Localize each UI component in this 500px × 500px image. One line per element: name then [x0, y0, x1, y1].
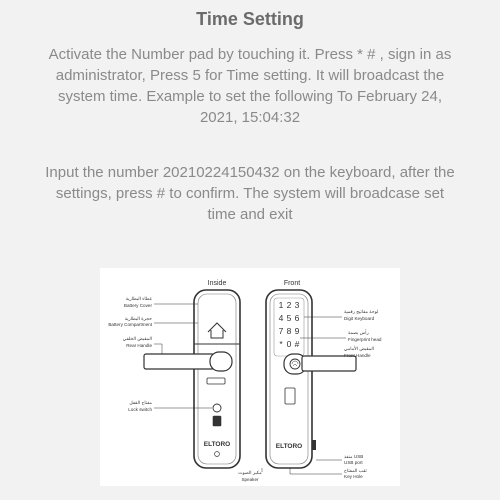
key-3[interactable]: 3: [294, 300, 300, 310]
callout-battery-compartment: Battery Compartment: [108, 322, 152, 327]
instruction-paragraph-2: Input the number 20210224150432 on the keyboard, after the settings, press # to confirm. The system will broadcase set time and exit: [45, 164, 455, 223]
key-1[interactable]: 1: [278, 300, 284, 310]
key-hole: [285, 388, 295, 404]
callout-rear-handle-ar: المقبض الخلفي: [122, 336, 152, 341]
callout-battery-compartment-ar: حجرة البطارية: [124, 316, 152, 321]
lock-diagram-svg: [100, 268, 400, 486]
callout-fingerprint-ar: رأس بصمة: [348, 330, 369, 335]
callout-front-handle: Front Handle: [344, 353, 371, 358]
callout-digit-keyboard: Digit Keyboard: [344, 316, 375, 321]
callout-battery-cover: Battery Cover: [123, 303, 152, 308]
brand-front: ELTORO: [275, 443, 303, 450]
brand-inside: ELTORO: [203, 441, 231, 448]
callout-usb-port: USB port: [344, 460, 363, 465]
callout-rear-handle: Rear Handle: [126, 343, 152, 348]
lock-diagram: [100, 268, 400, 486]
callout-key-hole-ar: ثقب المفتاح: [344, 468, 367, 473]
callout-fingerprint: Fingerprint head: [348, 337, 382, 342]
key-8[interactable]: 8: [286, 326, 292, 336]
callout-lock-switch: Lock switch: [128, 407, 152, 412]
callout-digit-keyboard-ar: لوحة مفاتيح رقمية: [344, 309, 379, 314]
key-star[interactable]: *: [279, 339, 283, 349]
fingerprint-icon: [290, 359, 300, 369]
key-6[interactable]: 6: [294, 313, 300, 323]
callout-battery-cover-ar: غطاء البطارية: [125, 296, 152, 301]
usb-port: [312, 440, 316, 450]
inside-label: Inside: [207, 280, 227, 287]
front-handle: [302, 356, 356, 371]
instruction-paragraph-1: Activate the Number pad by touching it. Press * # , sign in as administrator, Press 5 for Time setting. It will broadcast the system time. Example to set the following To February 24, 2021, 15:04:32: [48, 46, 452, 126]
key-9[interactable]: 9: [294, 326, 300, 336]
callout-lock-switch-ar: مفتاح القفل: [129, 400, 152, 405]
key-2[interactable]: 2: [286, 300, 292, 310]
inside-panel: [144, 290, 240, 468]
key-0[interactable]: 0: [286, 339, 292, 349]
key-hash[interactable]: #: [294, 339, 300, 349]
callout-usb-port-ar: منفذ USB: [344, 454, 364, 459]
key-4[interactable]: 4: [278, 313, 284, 323]
key-5[interactable]: 5: [286, 313, 292, 323]
callout-key-hole: Key Hole: [344, 474, 363, 479]
callout-front-handle-ar: المقبض الأمامي: [344, 346, 374, 351]
front-label: Front: [283, 280, 301, 287]
callout-speaker: Speaker: [241, 477, 259, 482]
bottom-callout: [238, 468, 262, 482]
front-panel: [266, 290, 356, 468]
rear-handle: [144, 354, 214, 369]
page-title: Time Setting: [196, 9, 304, 29]
callout-speaker-ar: مكبر الصوت: [238, 470, 262, 475]
key-7[interactable]: 7: [278, 326, 284, 336]
